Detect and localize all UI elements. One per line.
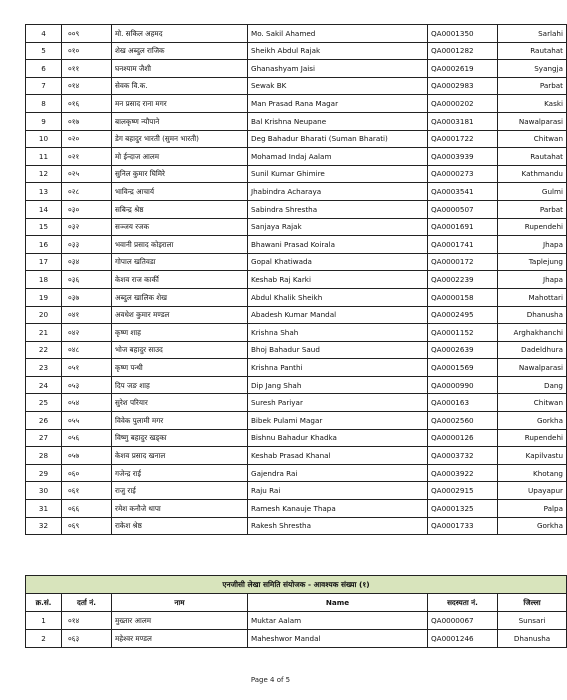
name-english: Ramesh Kanauje Thapa: [248, 500, 428, 518]
membership-number: QA0001733: [428, 517, 498, 535]
serial-number: 24: [26, 376, 62, 394]
name-english: Maheshwor Mandal: [248, 630, 428, 648]
district: Rupendehi: [498, 218, 567, 236]
membership-number: QA0000158: [428, 288, 498, 306]
name-nepali: सुनिल कुमार घिमिरे: [112, 165, 248, 183]
table-row: [26, 394, 567, 412]
name-nepali: अवधेश कुमार मण्डल: [112, 306, 248, 324]
serial-number: 4: [26, 25, 62, 43]
name-nepali: दिप जङ शाह: [112, 376, 248, 394]
header-member-no: सदस्यता नं.: [428, 594, 498, 612]
district: Dang: [498, 376, 567, 394]
table-row: [26, 612, 567, 630]
table-row: [26, 429, 567, 447]
serial-number: 19: [26, 288, 62, 306]
membership-number: QA0002239: [428, 271, 498, 289]
district: Gulmi: [498, 183, 567, 201]
table-row: [26, 25, 567, 43]
registration-number: ०११: [62, 60, 112, 78]
registration-number: ०३३: [62, 236, 112, 254]
name-nepali: विवेक पुलामी मगर: [112, 412, 248, 430]
membership-number: QA0000172: [428, 253, 498, 271]
serial-number: 9: [26, 112, 62, 130]
district: Gorkha: [498, 517, 567, 535]
table-row: [26, 112, 567, 130]
district: Khotang: [498, 464, 567, 482]
name-nepali: गजेन्द्र राई: [112, 464, 248, 482]
registration-number: ०४२: [62, 324, 112, 342]
name-nepali: कृष्ण पन्थी: [112, 359, 248, 377]
header-sn: क्र.सं.: [26, 594, 62, 612]
district: Kathmandu: [498, 165, 567, 183]
district: Dadeldhura: [498, 341, 567, 359]
name-nepali: राजु राई: [112, 482, 248, 500]
table-row: [26, 200, 567, 218]
table-row: [26, 412, 567, 430]
registration-number: ०५४: [62, 394, 112, 412]
registration-number: ०५७: [62, 447, 112, 465]
district: Mahottari: [498, 288, 567, 306]
header-district: जिल्ला: [498, 594, 567, 612]
name-nepali: सेवक वि.क.: [112, 77, 248, 95]
name-english: Bhoj Bahadur Saud: [248, 341, 428, 359]
name-english: Muktar Aalam: [248, 612, 428, 630]
district: Kapilvastu: [498, 447, 567, 465]
table-row: [26, 500, 567, 518]
membership-number: QA0001691: [428, 218, 498, 236]
registration-number: ०१४: [62, 77, 112, 95]
table-row: [26, 376, 567, 394]
registration-number: ०१७: [62, 112, 112, 130]
registration-number: ०६३: [62, 630, 112, 648]
name-english: Krishna Panthi: [248, 359, 428, 377]
membership-number: QA0001722: [428, 130, 498, 148]
name-nepali: भवानी प्रसाद कोइराला: [112, 236, 248, 254]
header-row: [26, 594, 567, 612]
name-nepali: केशव प्रसाद खनाल: [112, 447, 248, 465]
membership-number: QA0003922: [428, 464, 498, 482]
table-row: [26, 341, 567, 359]
table-row: [26, 183, 567, 201]
name-english: Mo. Sakil Ahamed: [248, 25, 428, 43]
membership-number: QA0000273: [428, 165, 498, 183]
district: Rupendehi: [498, 429, 567, 447]
header-name-np: नाम: [112, 594, 248, 612]
membership-number: QA0001741: [428, 236, 498, 254]
serial-number: 15: [26, 218, 62, 236]
serial-number: 27: [26, 429, 62, 447]
membership-number: QA0001246: [428, 630, 498, 648]
serial-number: 11: [26, 148, 62, 166]
membership-number: QA0003732: [428, 447, 498, 465]
table-row: [26, 236, 567, 254]
district: Rautahat: [498, 148, 567, 166]
registration-number: ०५१: [62, 359, 112, 377]
district: Chitwan: [498, 130, 567, 148]
membership-number: QA000163: [428, 394, 498, 412]
name-english: Deg Bahadur Bharati (Suman Bharati): [248, 130, 428, 148]
name-english: Bal Krishna Neupane: [248, 112, 428, 130]
registration-number: ०१०: [62, 42, 112, 60]
table-row: [26, 630, 567, 648]
header-reg-no: दर्ता नं.: [62, 594, 112, 612]
name-english: Sanjaya Rajak: [248, 218, 428, 236]
name-nepali: गोपाल खतिवडा: [112, 253, 248, 271]
name-english: Keshab Prasad Khanal: [248, 447, 428, 465]
name-english: Sewak BK: [248, 77, 428, 95]
registration-number: ०३४: [62, 253, 112, 271]
serial-number: 12: [26, 165, 62, 183]
table-row: [26, 148, 567, 166]
name-nepali: रमेश कनौजे थापा: [112, 500, 248, 518]
registration-number: ०६०: [62, 464, 112, 482]
district: Sarlahi: [498, 25, 567, 43]
table-row: [26, 306, 567, 324]
district: Syangja: [498, 60, 567, 78]
district: Nawalparasi: [498, 359, 567, 377]
committee-table: [25, 575, 567, 648]
serial-number: 32: [26, 517, 62, 535]
membership-number: QA0003939: [428, 148, 498, 166]
section-title: एनजीसी लेखा समिति संयोजक - आवश्यक संख्या (१): [26, 576, 567, 594]
name-nepali: कृष्ण शाह: [112, 324, 248, 342]
membership-number: QA0001282: [428, 42, 498, 60]
name-nepali: महेश्वर मण्डल: [112, 630, 248, 648]
district: Taplejung: [498, 253, 567, 271]
district: Nawalparasi: [498, 112, 567, 130]
district: Jhapa: [498, 236, 567, 254]
name-english: Gajendra Rai: [248, 464, 428, 482]
name-nepali: बालकृष्ण न्यौपाने: [112, 112, 248, 130]
name-english: Rakesh Shrestha: [248, 517, 428, 535]
membership-number: QA0000126: [428, 429, 498, 447]
serial-number: 21: [26, 324, 62, 342]
registration-number: ०३६: [62, 271, 112, 289]
table-row: [26, 77, 567, 95]
serial-number: 22: [26, 341, 62, 359]
district: Dhanusha: [498, 306, 567, 324]
registration-number: ०५३: [62, 376, 112, 394]
registration-number: ००९: [62, 25, 112, 43]
name-nepali: विष्णु बहादुर खड्का: [112, 429, 248, 447]
serial-number: 18: [26, 271, 62, 289]
registration-number: ०२१: [62, 148, 112, 166]
registration-number: ०६९: [62, 517, 112, 535]
membership-number: QA0002639: [428, 341, 498, 359]
name-nepali: अब्दुल खालिक शेख: [112, 288, 248, 306]
registration-number: ०२०: [62, 130, 112, 148]
membership-number: QA0002619: [428, 60, 498, 78]
registration-number: ०१४: [62, 612, 112, 630]
serial-number: 1: [26, 612, 62, 630]
registration-number: ०५५: [62, 412, 112, 430]
name-english: Sabindra Shrestha: [248, 200, 428, 218]
registration-number: ०३०: [62, 200, 112, 218]
registration-number: ०६१: [62, 482, 112, 500]
serial-number: 28: [26, 447, 62, 465]
name-nepali: शेख अब्दुल राजिक: [112, 42, 248, 60]
serial-number: 6: [26, 60, 62, 78]
page-number: Page 4 of 5: [250, 676, 291, 684]
header-name-en: Name: [248, 594, 428, 612]
district: Chitwan: [498, 394, 567, 412]
serial-number: 25: [26, 394, 62, 412]
table-row: [26, 288, 567, 306]
name-nepali: केशव राज कार्की: [112, 271, 248, 289]
serial-number: 16: [26, 236, 62, 254]
serial-number: 23: [26, 359, 62, 377]
serial-number: 26: [26, 412, 62, 430]
table-row: [26, 359, 567, 377]
membership-number: QA0002560: [428, 412, 498, 430]
name-nepali: मुख्तार आलम: [112, 612, 248, 630]
name-nepali: डेग बहादुर भारती (सुमन भारती): [112, 130, 248, 148]
serial-number: 14: [26, 200, 62, 218]
district: Parbat: [498, 200, 567, 218]
name-english: Abdul Khalik Sheikh: [248, 288, 428, 306]
membership-number: QA0002915: [428, 482, 498, 500]
registration-number: ०४८: [62, 341, 112, 359]
name-english: Keshab Raj Karki: [248, 271, 428, 289]
district: Jhapa: [498, 271, 567, 289]
serial-number: 5: [26, 42, 62, 60]
membership-number: QA0000202: [428, 95, 498, 113]
district: Dhanusha: [498, 630, 567, 648]
table-row: [26, 60, 567, 78]
committee-table-body: [26, 612, 567, 648]
registration-number: ०३७: [62, 288, 112, 306]
name-english: Raju Rai: [248, 482, 428, 500]
name-english: Ghanashyam Jaisi: [248, 60, 428, 78]
registration-number: ०१६: [62, 95, 112, 113]
table-row: [26, 517, 567, 535]
name-nepali: घनश्याम जैशी: [112, 60, 248, 78]
membership-number: QA0002983: [428, 77, 498, 95]
candidate-table-body: [26, 25, 567, 535]
serial-number: 20: [26, 306, 62, 324]
serial-number: 29: [26, 464, 62, 482]
membership-number: QA0001152: [428, 324, 498, 342]
name-nepali: भोज बहादुर साउद: [112, 341, 248, 359]
name-english: Sunil Kumar Ghimire: [248, 165, 428, 183]
name-nepali: सञ्जय रजक: [112, 218, 248, 236]
table-row: [26, 447, 567, 465]
name-english: Man Prasad Rana Magar: [248, 95, 428, 113]
serial-number: 2: [26, 630, 62, 648]
registration-number: ०६६: [62, 500, 112, 518]
membership-number: QA0003181: [428, 112, 498, 130]
name-english: Abadesh Kumar Mandal: [248, 306, 428, 324]
candidate-table: [25, 24, 567, 535]
name-english: Bibek Pulami Magar: [248, 412, 428, 430]
membership-number: QA0003541: [428, 183, 498, 201]
name-nepali: भाविन्द्र आचार्य: [112, 183, 248, 201]
name-english: Gopal Khatiwada: [248, 253, 428, 271]
membership-number: QA0002495: [428, 306, 498, 324]
table-row: [26, 218, 567, 236]
serial-number: 30: [26, 482, 62, 500]
name-nepali: सुरेश परियार: [112, 394, 248, 412]
district: Rautahat: [498, 42, 567, 60]
district: Arghakhanchi: [498, 324, 567, 342]
district: Gorkha: [498, 412, 567, 430]
name-nepali: मो. सकिल अहमद: [112, 25, 248, 43]
serial-number: 8: [26, 95, 62, 113]
name-nepali: राकेश श्रेष्ठ: [112, 517, 248, 535]
serial-number: 31: [26, 500, 62, 518]
name-english: Krishna Shah: [248, 324, 428, 342]
membership-number: QA0000507: [428, 200, 498, 218]
name-english: Dip Jang Shah: [248, 376, 428, 394]
serial-number: 10: [26, 130, 62, 148]
district: Palpa: [498, 500, 567, 518]
district: Sunsari: [498, 612, 567, 630]
table-row: [26, 482, 567, 500]
name-english: Jhabindra Acharaya: [248, 183, 428, 201]
membership-number: QA0000067: [428, 612, 498, 630]
name-english: Bishnu Bahadur Khadka: [248, 429, 428, 447]
membership-number: QA0000990: [428, 376, 498, 394]
name-english: Bhawani Prasad Koirala: [248, 236, 428, 254]
table-row: [26, 95, 567, 113]
registration-number: ०२५: [62, 165, 112, 183]
serial-number: 7: [26, 77, 62, 95]
table-row: [26, 165, 567, 183]
serial-number: 13: [26, 183, 62, 201]
name-nepali: मन प्रसाद राना मगर: [112, 95, 248, 113]
district: Kaski: [498, 95, 567, 113]
table-row: [26, 271, 567, 289]
registration-number: ०५६: [62, 429, 112, 447]
name-nepali: मो ईन्दाज आलम: [112, 148, 248, 166]
table-row: [26, 253, 567, 271]
name-english: Mohamad Indaj Aalam: [248, 148, 428, 166]
table-row: [26, 324, 567, 342]
table-row: [26, 130, 567, 148]
membership-number: QA0001325: [428, 500, 498, 518]
name-nepali: सबिन्द्र श्रेष्ठ: [112, 200, 248, 218]
registration-number: ०२८: [62, 183, 112, 201]
registration-number: ०३२: [62, 218, 112, 236]
name-english: Sheikh Abdul Rajak: [248, 42, 428, 60]
table-row: [26, 464, 567, 482]
table-row: [26, 42, 567, 60]
district: Parbat: [498, 77, 567, 95]
name-english: Suresh Pariyar: [248, 394, 428, 412]
membership-number: QA0001350: [428, 25, 498, 43]
district: Upayapur: [498, 482, 567, 500]
registration-number: ०४१: [62, 306, 112, 324]
membership-number: QA0001569: [428, 359, 498, 377]
serial-number: 17: [26, 253, 62, 271]
